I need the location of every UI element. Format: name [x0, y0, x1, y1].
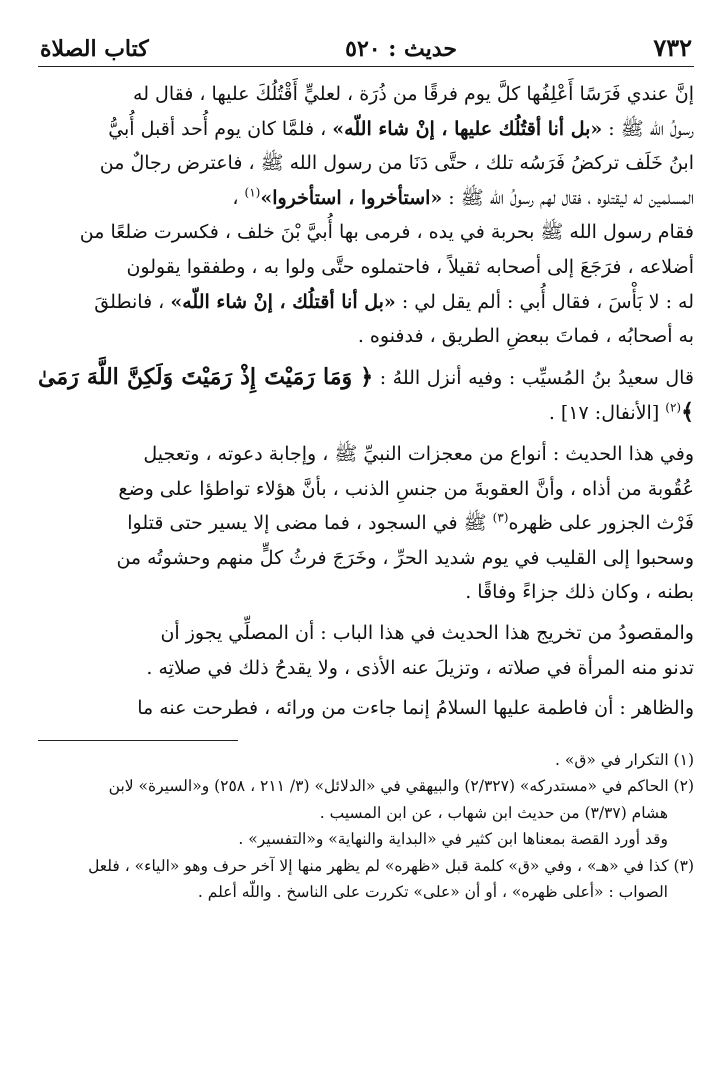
page-header — [38, 22, 694, 67]
text-line: بطنه ، وكان ذلك جزاءً وفاقًا . — [465, 581, 694, 604]
text-line: تدنو منه المرأة في صلاته ، وتزيلَ عنه الأذى ، ولا يقدحُ ذلك في صلاتِه . — [146, 656, 694, 679]
text-line: والمقصودُ من تخريج هذا الحديث في هذا الباب : أن المصلِّي يجوز أن — [160, 621, 694, 644]
footnote: (٢) الحاكم في «مستدركه» (٢/٣٢٧) والبيهقي في «الدلائل» (٣/ ٢١١ ، ٢٥٨) و«السيرة» لابن — [108, 777, 694, 796]
footnote-line: وقد أورد القصة بمعناها ابن كثير في «البداية والنهاية» و«التفسير» . — [238, 830, 668, 849]
main-text — [38, 77, 694, 726]
text-line: رسولُ اللّه ﷺ : «بل أنا أقتُلُك عليها ، إنْ شاء اللّه» ، فلمَّا كان يوم أُحد أقبل أُبيُّ — [108, 117, 694, 140]
text-line: فَرْث الجزور على ظهره$^{(٣)}$ ﷺ في السجود ، فما مضى إلا يسير حتى قتلوا — [127, 510, 694, 535]
book-page — [38, 22, 694, 906]
text-line: والظاهر : أن فاطمة عليها السلامُ إنما جاءت من ورائه ، فطرحت عنه ما — [137, 697, 694, 720]
text-line: به أصحابُه ، فماتَ ببعضِ الطريق ، فدفنوه . — [357, 325, 694, 348]
quote: «بل أنا أقتُلُك عليها ، إنْ شاء اللّه» — [332, 117, 603, 140]
text-line: فقام رسول الله ﷺ بحربة في يده ، فرمى بها أُبيَّ بْنَ خلف ، فكسرت ضلعًا من — [79, 221, 694, 244]
book-title: كتاب الصلاة — [40, 36, 149, 62]
footnote-line: هشام (٣/٣٧) من حديث ابن شهاب ، عن ابن المسيب . — [319, 803, 668, 822]
quran-verse: ﴿ وَمَا رَمَيْتَ إِذْ رَمَيْتَ وَلَكِنَّ اللَّهَ رَمَىٰ ﴾ — [38, 363, 694, 426]
text-line: وسحبوا إلى القليب في يوم شديد الحرِّ ، وخَرَجَ فرثُ كلٍّ منهم وحشوتُه من — [116, 546, 694, 569]
text-line: ابنُ خَلَف تركضُ فَرَسُه تلك ، حتَّى دَنَا من رسول الله ﷺ ، فاعترض رجالٌ من — [99, 152, 694, 175]
footnote-ref: (٣) — [492, 510, 509, 525]
page-number: ٧٣٢ — [653, 33, 692, 62]
verse-reference: [الأنفال: ١٧] . — [548, 402, 666, 425]
text-line: إنَّ عندي فَرَسًا أَعْلِفُها كلَّ يوم فرقًا من ذُرَة ، لعليٍّ أَقْتُلُكَ عليها ، فقال له — [133, 83, 694, 105]
text-line: أضلاعه ، فرَجَعَ إلى أصحابه ثقيلاً ، فاحتملوه حتَّى ولوا به ، وطفقوا يقولون — [126, 255, 694, 278]
quote: «بل أنا أقتلُك ، إنْ شاء اللّه» — [170, 290, 396, 313]
text-line: المسلمين له ليقتلوه ، فقال لهم رسولُ اللّه ﷺ : «استأخروا ، استأخروا»$^{(١)}$ ، — [232, 185, 694, 209]
footnote: (٣) كذا في «هـ» ، وفي «ق» كلمة قبل «ظهره» لم يظهر منها إلا آخر حرف وهو «الياء» ، فلعل — [88, 856, 694, 875]
footnotes — [38, 747, 694, 906]
hadith-label: حديث : ٥٢٠ — [345, 36, 457, 62]
text-line: له : لا بَأْسَ ، فقال أُبي : ألم يقل لي : «بل أنا أقتلُك ، إنْ شاء اللّه» ، فانطلقَ — [94, 290, 694, 313]
quote: «استأخروا ، استأخروا» — [260, 186, 443, 209]
footnote-separator — [38, 740, 238, 741]
text-line: وفي هذا الحديث : أنواع من معجزات النبيِّ ﷺ ، وإجابة دعوته ، وتعجيل — [143, 442, 694, 465]
footnote: (١) التكرار في «ق» . — [554, 750, 694, 769]
footnote-ref: (١) — [244, 185, 261, 200]
footnote-line: الصواب : «أعلى ظهره» ، أو أن «على» تكررت على الناسخ . واللّه أعلم . — [197, 883, 668, 902]
footnote-ref: (٢) — [665, 401, 682, 416]
text-line: عُقُوبة من أذاه ، وأنَّ العقوبةَ من جنسِ الذنب ، بأنَّ هؤلاء تواطؤا على وضع — [118, 477, 694, 500]
text-line: قال سعيدُ بنُ المُسيِّب : وفيه أنزل اللهُ : ﴿ وَمَا رَمَيْتَ إِذْ رَمَيْتَ وَلَكِنَّ اللَّهَ رَمَىٰ ﴾$^{(٢)}$ [الأنفال: ١٧] . — [38, 363, 694, 426]
